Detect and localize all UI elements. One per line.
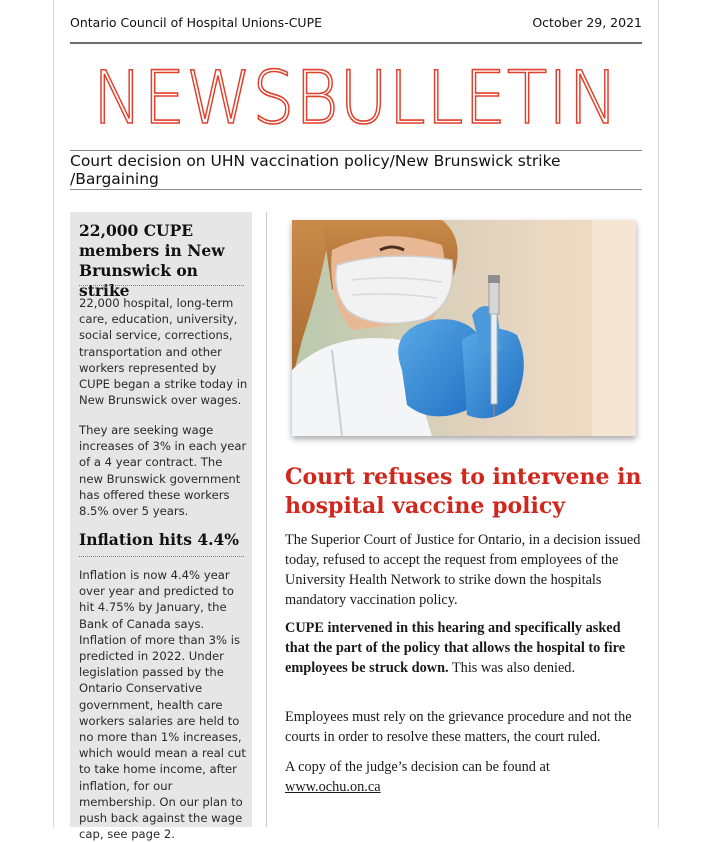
issue-date: October 29, 2021 [532, 15, 642, 30]
article-paragraph: The Superior Court of Justice for Ontario, in a decision issued today, refused to accept the request from employees of the University Health Network to strike down the hospitals mandatory vaccination policy. [285, 532, 641, 608]
sidebar-story1-heading: 22,000 CUPE members in New Brunswick on strike [79, 221, 225, 300]
vaccine-photo-illustration [292, 220, 636, 436]
vaccine-photo [292, 220, 636, 436]
sidebar-story2-heading: Inflation hits 4.4% [79, 530, 240, 549]
column-divider [266, 212, 267, 827]
page-border-right [658, 0, 659, 827]
ochu-website-link[interactable]: www.ochu.on.ca [285, 779, 381, 795]
article-paragraph: Employees must rely on the grievance procedure and not the courts in order to resolve these matters, the court ruled. [285, 709, 632, 745]
subtitle-text: Court decision on UHN vaccination policy/New Brunswick strike /Bargaining [70, 152, 561, 188]
sidebar-story1-paragraph: 22,000 hospital, long-term care, education, university, social service, corrections, transportation and other workers represented by CUPE began a strike today in New Brunswick over wages. [79, 296, 248, 408]
decision-copy-text: A copy of the judge’s decision can be found at [285, 759, 550, 775]
cupe-statement-bold: CUPE intervened in this hearing and specifically asked that the part of the policy that allows the hospital to fire employees be struck down. [285, 620, 626, 676]
article-paragraph-link [285, 757, 645, 797]
header-rule [70, 42, 642, 44]
issue-subtitle [70, 150, 642, 190]
dotted-divider [79, 285, 244, 286]
organization-name: Ontario Council of Hospital Unions-CUPE [70, 15, 323, 30]
sidebar-story2-paragraph: Inflation is now 4.4% year over year and predicted to hit 4.75% by January, the Bank of Canada says. Inflation of more than 3% is predicted in 2022. Under legislation passed by the Ontario Conservative government, health care workers salaries are held to no more than 1% increases, which would mean a real cut to take home income, after inflation, for our membership. On our plan to push back against the wage cap, see page 2. [79, 568, 246, 842]
masthead-text: NEWSBULLETIN [93, 56, 619, 140]
page-border-left [53, 0, 54, 827]
dotted-divider [79, 556, 244, 557]
cupe-statement-rest: This was also denied. [448, 660, 576, 676]
sidebar [70, 212, 252, 842]
masthead-svg [70, 50, 642, 140]
article-paragraph-cupe [285, 618, 645, 678]
article-headline: Court refuses to intervene in hospital vaccine policy [285, 464, 642, 519]
masthead-title [70, 50, 642, 140]
sidebar-story1-paragraph: They are seeking wage increases of 3% in each year of a 4 year contract. The new Brunswick government has offered these workers 8.5% over 5 years. [79, 423, 247, 519]
